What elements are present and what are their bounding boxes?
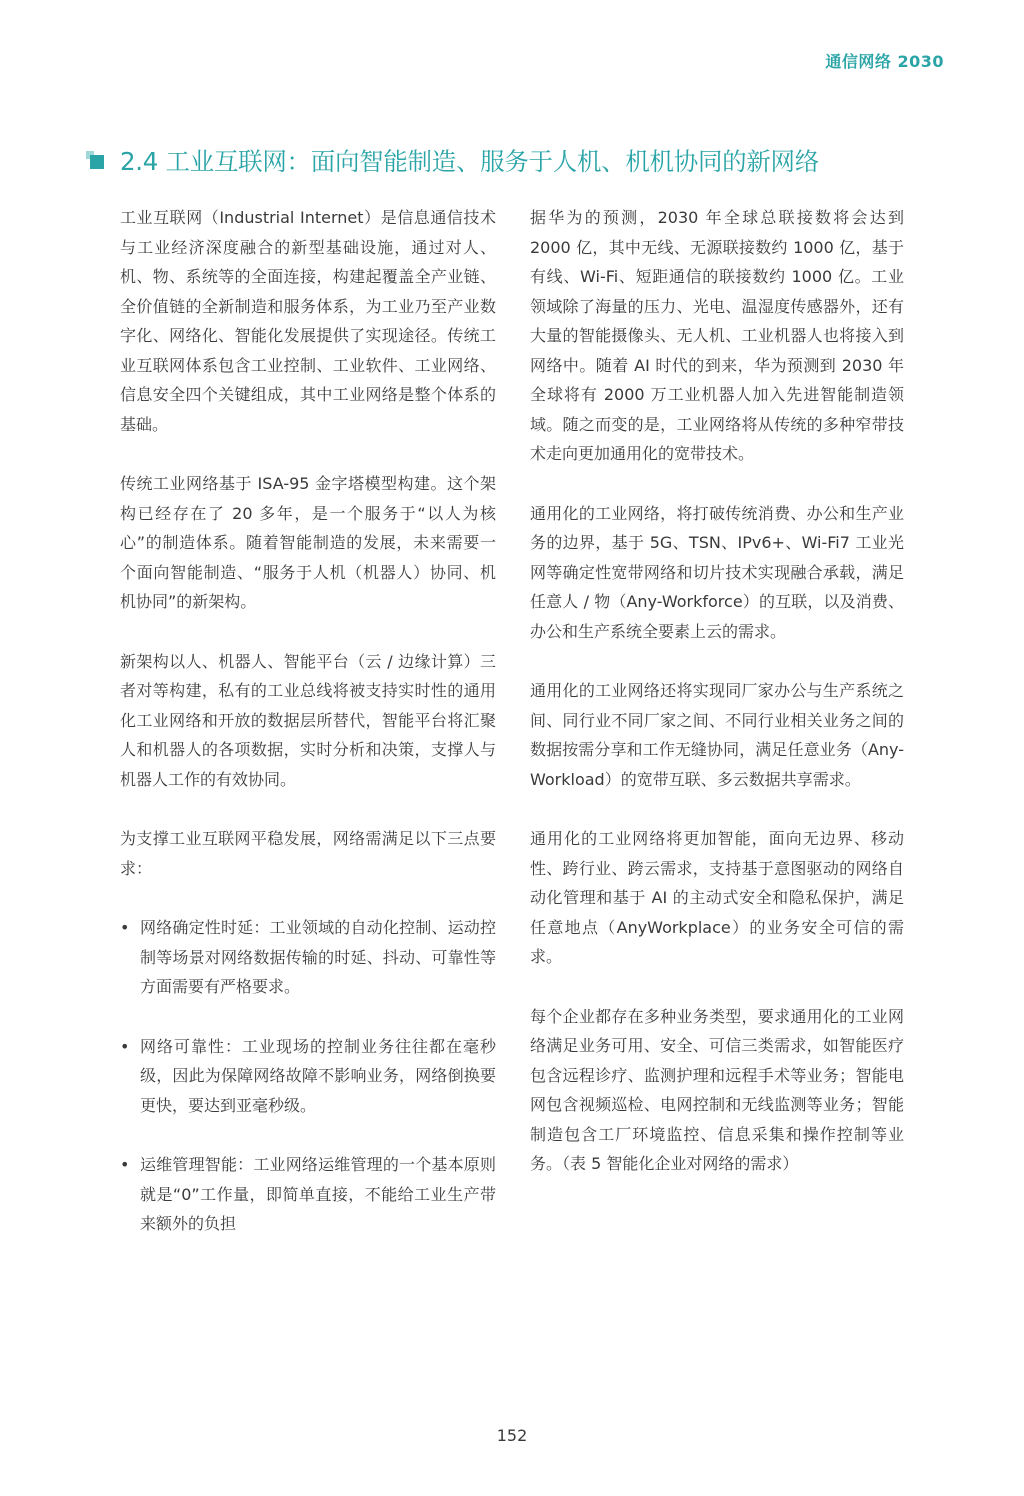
list-item (120, 1032, 496, 1121)
bullet-dot-icon: • (120, 1155, 130, 1174)
paragraph: 据华为的预测，2030 年全球总联接数将会达到 2000 亿，其中无线、无源联接数约 1000 亿，基于有线、Wi-Fi、短距通信的联接数约 1000 亿。工业领域除了海量的压力、光电、温湿度传感器外，还有大量的智能摄像头、无人机、工业机器人也将接入到网络中。随着 AI 时代的到来，华为预测到 2030 年全球将有 2000 万工业机器人加入先进智能制造领域。随之而变的是，工业网络将从传统的多种窄带技术走向更加通用化的宽带技术。 (530, 208, 904, 463)
running-header: 通信网络 2030 (825, 52, 944, 71)
paragraph: 每个企业都存在多种业务类型，要求通用化的工业网络满足业务可用、安全、可信三类需求，如智能医疗包含远程诊疗、监测护理和远程手术等业务；智能电网包含视频巡检、电网控制和无线监测等业务；智能制造包含工厂环境监控、信息采集和操作控制等业务。（表 5 智能化企业对网络的需求） (530, 1006, 904, 1173)
right-column (530, 203, 904, 1209)
list-item (120, 913, 496, 1002)
paragraph: 新架构以人、机器人、智能平台（云 / 边缘计算）三者对等构建，私有的工业总线将被支持实时性的通用化工业网络和开放的数据层所替代，智能平台将汇聚人和机器人的各项数据，实时分析和决策，支撑人与机器人工作的有效协同。 (120, 651, 496, 789)
bullet-dot-icon: • (120, 918, 130, 937)
paragraph: 通用化的工业网络，将打破传统消费、办公和生产业务的边界，基于 5G、TSN、IPv6+、Wi-Fi7 工业光网等确定性宽带网络和切片技术实现融合承载，满足任意人 / 物（Any-Workforce）的互联，以及消费、办公和生产系统全要素上云的需求。 (530, 503, 904, 641)
paragraph: 工业互联网（Industrial Internet）是信息通信技术与工业经济深度融合的新型基础设施，通过对人、机、物、系统等的全面连接，构建起覆盖全产业链、全价值链的全新制造和服务体系，为工业乃至产业数字化、网络化、智能化发展提供了实现途径。传统工业互联网体系包含工业控制、工业软件、工业网络、信息安全四个关键组成，其中工业网络是整个体系的基础。 (120, 208, 496, 434)
list-item-text: 网络可靠性：工业现场的控制业务往往都在毫秒级，因此为保障网络故障不影响业务，网络倒换要更快，要达到亚毫秒级。 (140, 1036, 496, 1115)
list-item (120, 1150, 496, 1239)
bullet-dot-icon: • (120, 1036, 130, 1056)
requirements-list (120, 913, 496, 1239)
left-column (120, 203, 496, 1269)
page-number: 152 (496, 1426, 528, 1445)
section-title: 2.4 工业互联网：面向智能制造、服务于人机、机机协同的新网络 (120, 147, 819, 176)
paragraph: 为支撑工业互联网平稳发展，网络需满足以下三点要求： (120, 829, 496, 878)
paragraph: 通用化的工业网络将更加智能，面向无边界、移动性、跨行业、跨云需求，支持基于意图驱动的网络自动化管理和基于 AI 的主动式安全和隐私保护，满足任意地点（AnyWorkplace）的业务安全可信的需求。 (530, 829, 904, 966)
section-square-icon (86, 151, 106, 171)
list-item-text: 运维管理智能：工业网络运维管理的一个基本原则就是“0”工作量，即简单直接，不能给工业生产带来额外的负担 (140, 1155, 496, 1233)
paragraph: 通用化的工业网络还将实现同厂家办公与生产系统之间、同行业不同厂家之间、不同行业相关业务之间的数据按需分享和工作无缝协同，满足任意业务（Any-Workload）的宽带互联、多云数据共享需求。 (530, 681, 904, 789)
list-item-text: 网络确定性时延：工业领域的自动化控制、运动控制等场景对网络数据传输的时延、抖动、可靠性等方面需要有严格要求。 (140, 918, 496, 996)
paragraph: 传统工业网络基于 ISA-95 金字塔模型构建。这个架构已经存在了 20 多年，是一个服务于“以人为核心”的制造体系。随着智能制造的发展，未来需要一个面向智能制造、“服务于人机（机器人）协同、机机协同”的新架构。 (120, 474, 496, 611)
section-heading (86, 143, 946, 178)
